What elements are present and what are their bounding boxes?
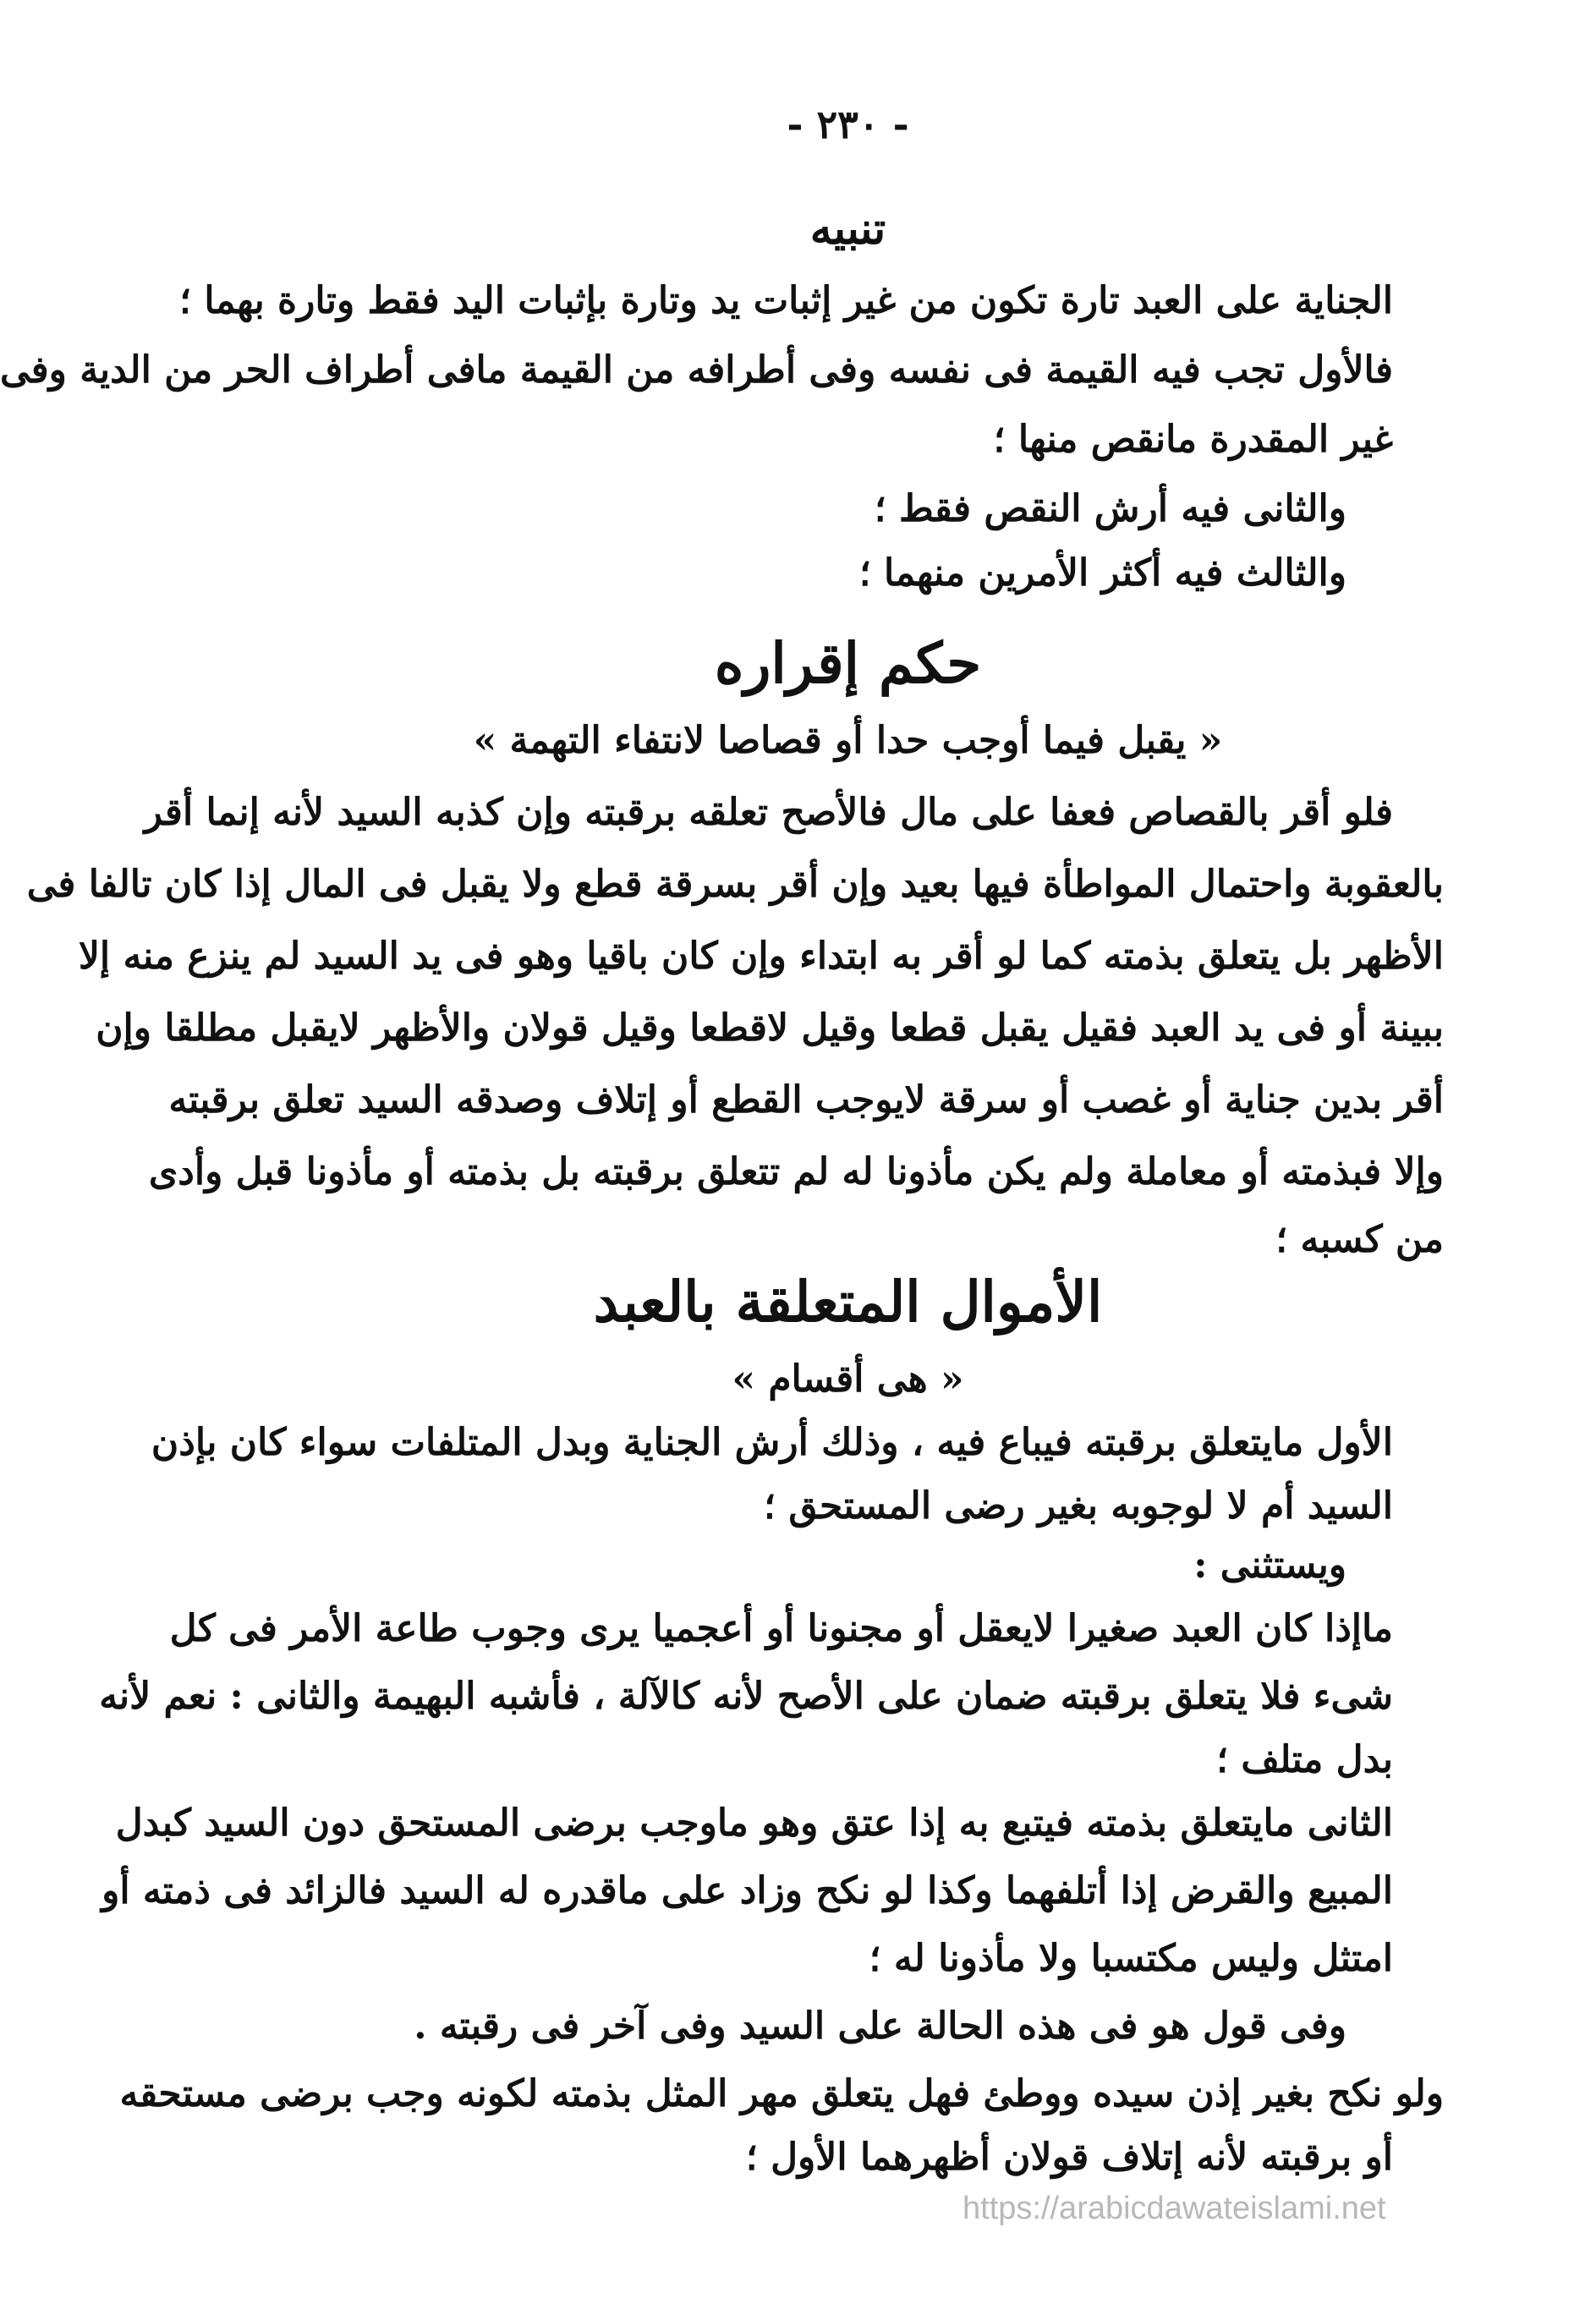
paragraph-line: ببينة أو فى يد العبد فقيل يقبل قطعا وقيل لاقطعا وقيل قولان والأظهر لايقبل مطلقا وإن bbox=[96, 1007, 1444, 1050]
section-title-tanbih: تنبيه bbox=[809, 203, 886, 255]
paragraph-line: الجناية على العبد تارة تكون من غير إثبات يد وتارة بإثبات اليد فقط وتارة بهما ؛ bbox=[179, 279, 1393, 322]
page-number: - ٢٣٠ - bbox=[787, 101, 909, 147]
paragraph-line: بالعقوبة واحتمال المواطأة فيها بعيد وإن أقر بسرقة قطع ولا يقبل فى المال إذا كان تالفا فى bbox=[26, 863, 1444, 906]
paragraph-line: فالأول تجب فيه القيمة فى نفسه وفى أطرافه من القيمة مافى أطراف الحر من الدية وفى bbox=[0, 348, 1393, 392]
paragraph-line: والثالث فيه أكثر الأمرين منهما ؛ bbox=[858, 551, 1346, 595]
paragraph-line: السيد أم لا لوجوبه بغير رضى المستحق ؛ bbox=[764, 1484, 1393, 1528]
paragraph-line: ويستثنى : bbox=[1193, 1544, 1346, 1587]
paragraph-line: الأظهر بل يتعلق بذمته كما لو أقر به ابتداء وإن كان باقيا وهو فى يد السيد لم ينزع منه إلا bbox=[78, 935, 1444, 978]
paragraph-line: أقر بدين جناية أو غصب أو سرقة لايوجب القطع أو إتلاف وصدقه السيد تعلق برقبته bbox=[168, 1078, 1444, 1122]
paragraph-line: غير المقدرة مانقص منها ؛ bbox=[993, 418, 1393, 461]
paragraph-line: من كسبه ؛ bbox=[1275, 1218, 1444, 1261]
paragraph-line: وإلا فبذمته أو معاملة ولم يكن مأذونا له لم تتعلق برقبته بل بذمته أو مأذونا قبل وأدى bbox=[148, 1150, 1444, 1193]
paragraph-line: شىء فلا يتعلق برقبته ضمان على الأصح لأنه كالآلة ، فأشبه البهيمة والثانى : نعم لأنه bbox=[99, 1675, 1393, 1718]
paragraph-line: والثانى فيه أرش النقص فقط ؛ bbox=[874, 487, 1346, 530]
section-title-amwal: الأموال المتعلقة بالعبد bbox=[593, 1269, 1103, 1335]
paragraph-line: المبيع والقرض إذا أتلفهما وكذا لو نكح وزاد على ماقدره له السيد فالزائد فى ذمته أو bbox=[101, 1869, 1393, 1912]
watermark-url: https://arabicdawateislami.net bbox=[963, 2191, 1386, 2226]
paragraph-line: أو برقبته لأنه إتلاف قولان أظهرهما الأول ؛ bbox=[745, 2136, 1393, 2179]
paragraph-line: وفى قول هو فى هذه الحالة على السيد وفى آخر فى رقبته . bbox=[414, 2005, 1346, 2048]
paragraph-line: فلو أقر بالقصاص فعفا على مال فالأصح تعلقه برقبته وإن كذبه السيد لأنه إنما أقر bbox=[144, 791, 1393, 834]
section-subtitle-amwal: « هى أقسام » bbox=[732, 1358, 964, 1401]
paragraph-line: الأول مايتعلق برقبته فيباع فيه ، وذلك أرش الجناية وبدل المتلفات سواء كان بإذن bbox=[151, 1421, 1393, 1464]
section-subtitle-hukm: « يقبل فيما أوجب حدا أو قصاصا لانتفاء التهمة » bbox=[473, 719, 1223, 762]
section-title-hukm: حكم إقراره bbox=[714, 630, 982, 696]
paragraph-line: ولو نكح بغير إذن سيده ووطئ فهل يتعلق مهر المثل بذمته لكونه وجب برضى مستحقه bbox=[119, 2072, 1444, 2115]
paragraph-line: ماإذا كان العبد صغيرا لايعقل أو مجنونا أو أعجميا يرى وجوب طاعة الأمر فى كل bbox=[169, 1607, 1393, 1650]
paragraph-line: الثانى مايتعلق بذمته فيتبع به إذا عتق وهو ماوجب برضى المستحق دون السيد كبدل bbox=[115, 1802, 1393, 1845]
paragraph-line: امتثل وليس مكتسبا ولا مأذونا له ؛ bbox=[869, 1937, 1393, 1980]
paragraph-line: بدل متلف ؛ bbox=[1216, 1738, 1393, 1781]
